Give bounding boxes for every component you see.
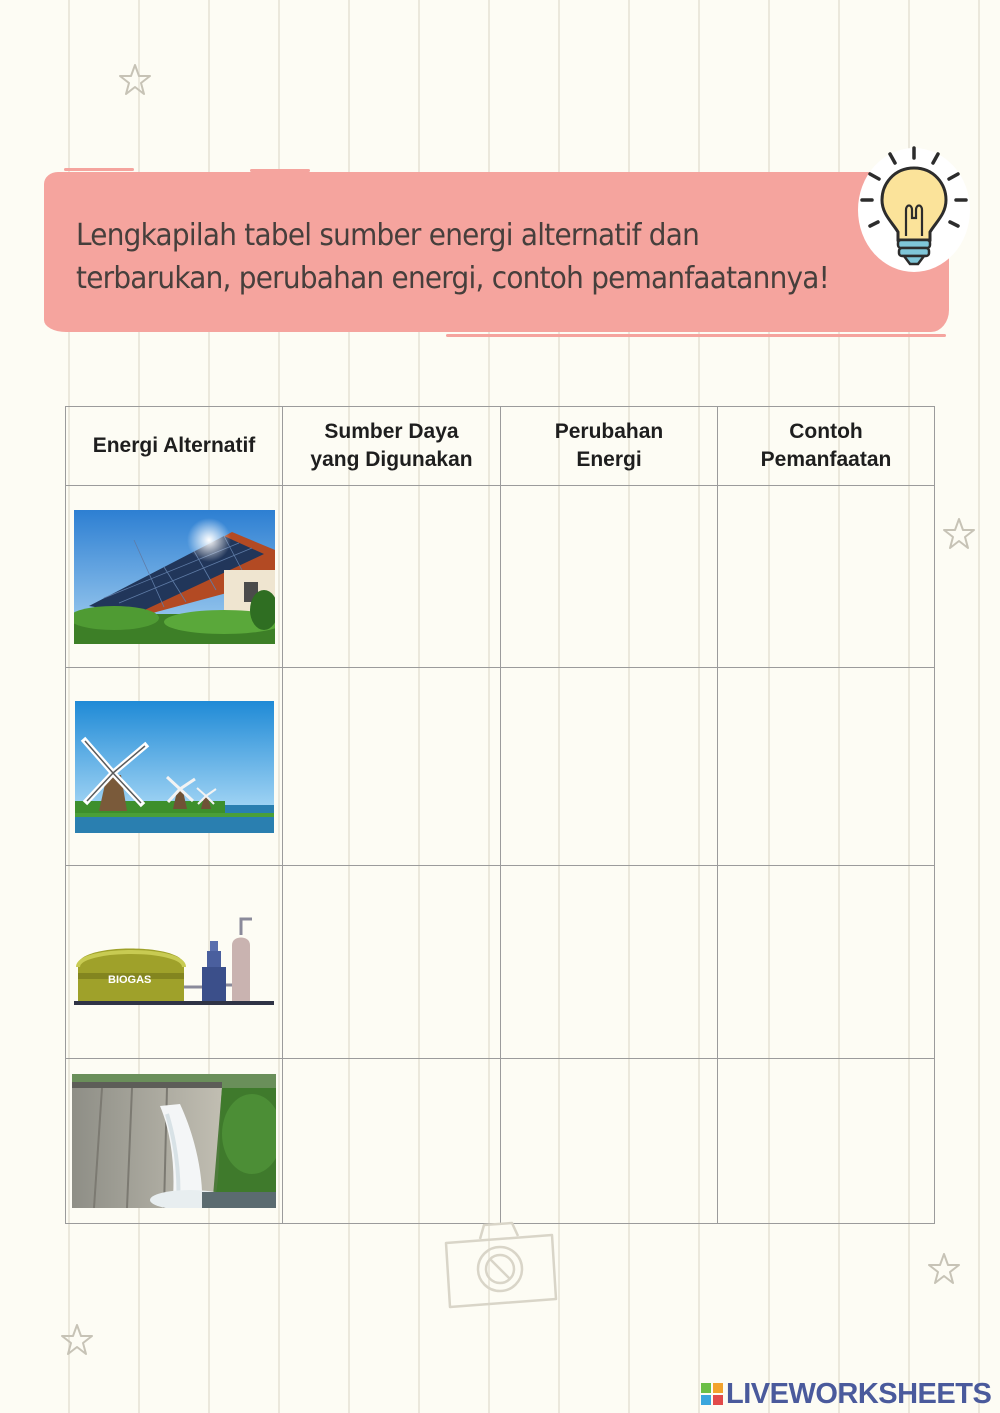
answer-cell-wind-contoh-pemanfaatan[interactable] — [718, 668, 935, 866]
header-perubahan-energi-line-2: Energi — [576, 448, 642, 471]
header-contoh-pemanfaatan-line-2: Pemanfaatan — [760, 448, 892, 471]
biogas-image-cell — [66, 866, 283, 1059]
header-sumber-daya-line-2: yang Digunakan — [310, 448, 473, 471]
star-doodle-icon — [117, 62, 153, 98]
camera-doodle-icon — [440, 1215, 560, 1311]
header-sumber-daya-line-1: Sumber Daya — [324, 420, 459, 443]
star-doodle-icon — [59, 1322, 95, 1358]
instruction-line-2: terbarukan, perubahan energi, contoh pemanfaatannya! — [76, 261, 830, 296]
hydro-image-cell — [66, 1059, 283, 1224]
table-row — [66, 866, 935, 1059]
answer-cell-biogas-contoh-pemanfaatan[interactable] — [718, 866, 935, 1059]
instruction-text — [76, 214, 830, 300]
header-contoh-pemanfaatan-line-1: Contoh — [789, 420, 863, 443]
solar-panel-house-image — [74, 510, 275, 644]
answer-cell-hydro-perubahan-energi[interactable] — [501, 1059, 718, 1224]
answer-cell-wind-perubahan-energi[interactable] — [501, 668, 718, 866]
windmill-image — [75, 701, 274, 833]
answer-cell-solar-contoh-pemanfaatan[interactable] — [718, 486, 935, 668]
hydroelectric-dam-image — [72, 1074, 276, 1208]
liveworksheets-logo-icon — [700, 1381, 724, 1407]
answer-cell-biogas-sumber-daya[interactable] — [283, 866, 501, 1059]
answer-cell-hydro-sumber-daya[interactable] — [283, 1059, 501, 1224]
biogas-plant-image — [74, 915, 274, 1009]
table-row — [66, 668, 935, 866]
banner-accent-line — [64, 168, 134, 171]
banner-accent-line — [446, 334, 946, 337]
star-doodle-icon — [941, 516, 977, 552]
liveworksheets-logo — [700, 1376, 991, 1412]
header-contoh-pemanfaatan — [718, 407, 935, 486]
energy-table — [65, 406, 935, 1224]
star-doodle-icon — [926, 1251, 962, 1287]
answer-cell-hydro-contoh-pemanfaatan[interactable] — [718, 1059, 935, 1224]
header-perubahan-energi — [501, 407, 718, 486]
table-row — [66, 1059, 935, 1224]
answer-cell-solar-perubahan-energi[interactable] — [501, 486, 718, 668]
biogas-label: BIOGAS — [108, 974, 152, 986]
wind-image-cell — [66, 668, 283, 866]
answer-cell-solar-sumber-daya[interactable] — [283, 486, 501, 668]
header-perubahan-energi-line-1: Perubahan — [554, 420, 664, 443]
header-energi-alternatif: Energi Alternatif — [66, 407, 283, 486]
instruction-line-1: Lengkapilah tabel sumber energi alternatif dan — [76, 218, 700, 253]
answer-cell-biogas-perubahan-energi[interactable] — [501, 866, 718, 1059]
lightbulb-icon — [852, 140, 974, 280]
liveworksheets-logo-text: LIVEWORKSHEETS — [726, 1378, 992, 1410]
header-sumber-daya — [283, 407, 501, 486]
solar-image-cell — [66, 486, 283, 668]
answer-cell-wind-sumber-daya[interactable] — [283, 668, 501, 866]
table-row — [66, 486, 935, 668]
table-header-row — [66, 407, 935, 486]
